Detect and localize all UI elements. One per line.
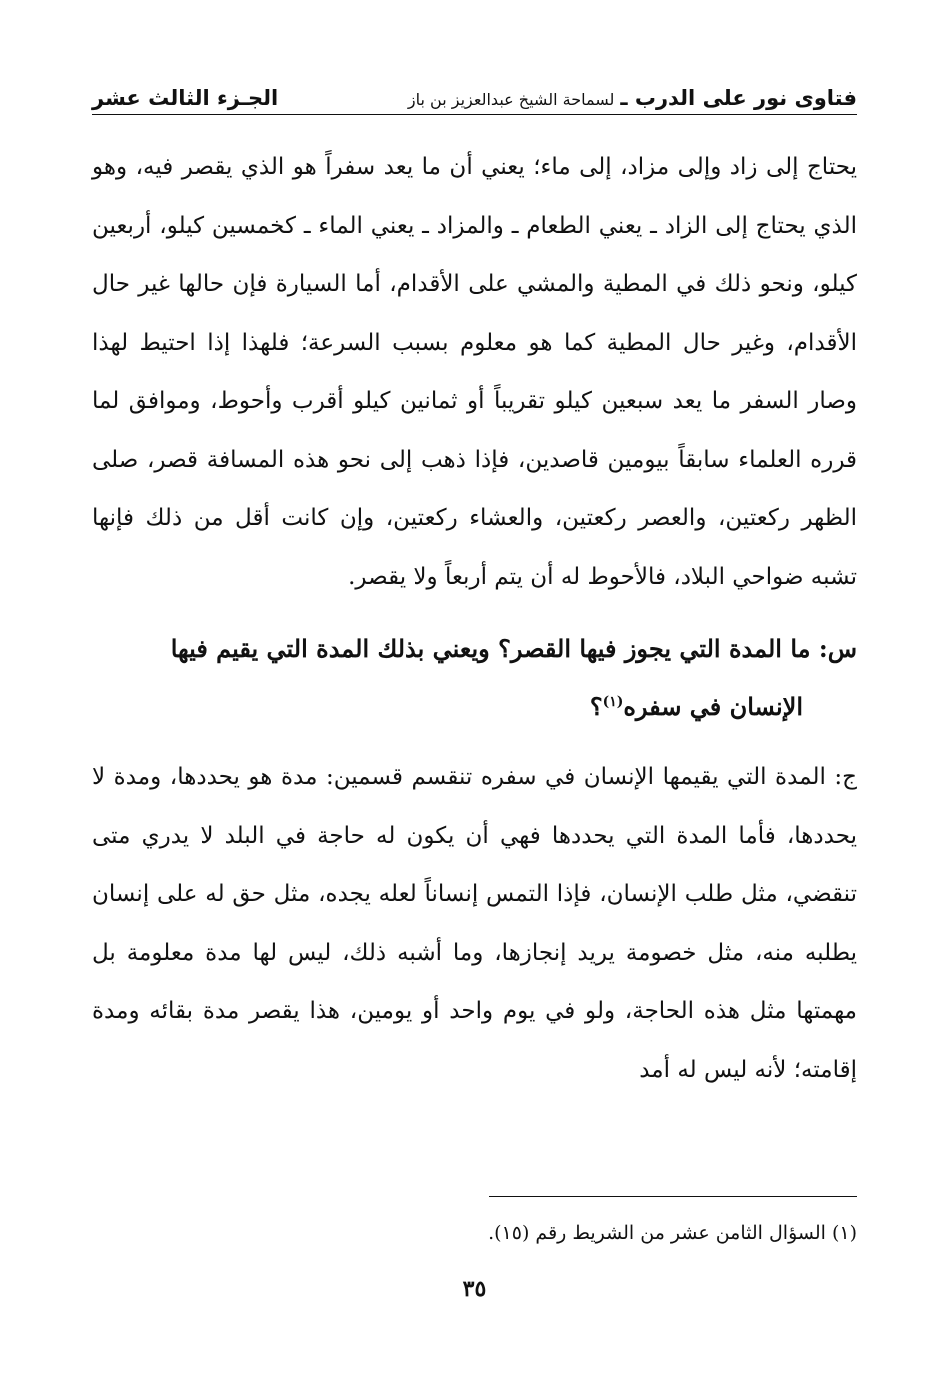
question-mark: ؟ xyxy=(589,692,603,721)
text-line: ركعتين، والعصر ركعتين، والعشاء ركعتين، وإن كانت أقل من ذلك xyxy=(145,505,790,531)
text-line: فيه، وهو الذي يحتاج إلى الزاد ـ يعني الطعام ـ والمزاد ـ يعني الماء ـ xyxy=(92,154,858,239)
author-name: لسماحة الشيخ عبدالعزيز بن باز xyxy=(407,90,615,109)
text-line: هو معلوم بسبب السرعة؛ فلهذا إذا احتيط لهذا وصار السفر ما يعد سبعين xyxy=(92,329,858,414)
text-line: كخمسين كيلو، أربعين كيلو، ونحو ذلك في المطية والمشي على xyxy=(92,212,857,297)
header-title-group xyxy=(408,86,857,110)
text-line: ومدة لا يحددها، فأما المدة التي يحددها فهي أن يكون له حاجة في البلد xyxy=(92,764,857,849)
text-line: مثل حق له على إنسان يطلبه منه، مثل خصومة يريد إنجازها، وما أشبه xyxy=(92,881,858,966)
running-header xyxy=(92,74,857,115)
page-body xyxy=(92,138,857,1099)
footnote-reference: (١) xyxy=(602,694,624,710)
text-line: لا يدري متى تنقضي، مثل طلب الإنسان، فإذا التمس إنساناً لعله يجده، xyxy=(92,822,857,907)
footnote: (١) السؤال الثامن عشر من الشريط رقم (١٥). xyxy=(488,1222,857,1244)
paragraph-continued xyxy=(92,138,857,606)
answer-paragraph xyxy=(92,748,857,1099)
question-line-continued xyxy=(92,678,857,736)
question-line: س: ما المدة التي يجوز فيها القصر؟ ويعني بذلك المدة التي يقيم فيها xyxy=(170,634,857,663)
volume-label: الجـزء الثالث عشر xyxy=(92,86,279,110)
question-heading xyxy=(92,620,857,736)
footnote-divider xyxy=(489,1196,857,1197)
question-text: الإنسان في سفره xyxy=(623,692,803,721)
text-line: ج: المدة التي يقيمها الإنسان في سفره تنقسم قسمين: مدة هو يحددها، xyxy=(169,764,858,790)
text-line: الأقدام، أما السيارة فإن حالها غير حال الأقدام، وغير حال المطية كما xyxy=(92,271,858,356)
book-title: فتاوى نور على الدرب ـ xyxy=(620,86,857,110)
text-line: يحتاج إلى زاد وإلى مزاد، إلى ماء؛ يعني أن ما يعد سفراً هو الذي يقصر xyxy=(181,154,858,180)
page-number: ٣٥ xyxy=(462,1276,487,1302)
text-line: بيومين قاصدين، فإذا ذهب إلى نحو هذه المسافة قصر، صلى الظهر xyxy=(92,446,858,531)
text-line: فإنها تشبه ضواحي البلاد، فالأحوط له أن يتم أربعاً ولا يقصر. xyxy=(92,505,857,590)
text-line: كيلو تقريباً أو ثمانين كيلو أقرب وأحوط، وموافق لما قرره العلماء سابقاً xyxy=(92,388,858,473)
text-line: ذلك، ليس لها مدة معلومة بل مهمتها مثل هذه الحاجة، ولو في يوم xyxy=(92,939,857,1024)
text-line: واحد أو يومين، هذا يقصر مدة بقائه ومدة إقامته؛ لأنه ليس له أمد xyxy=(92,998,857,1083)
